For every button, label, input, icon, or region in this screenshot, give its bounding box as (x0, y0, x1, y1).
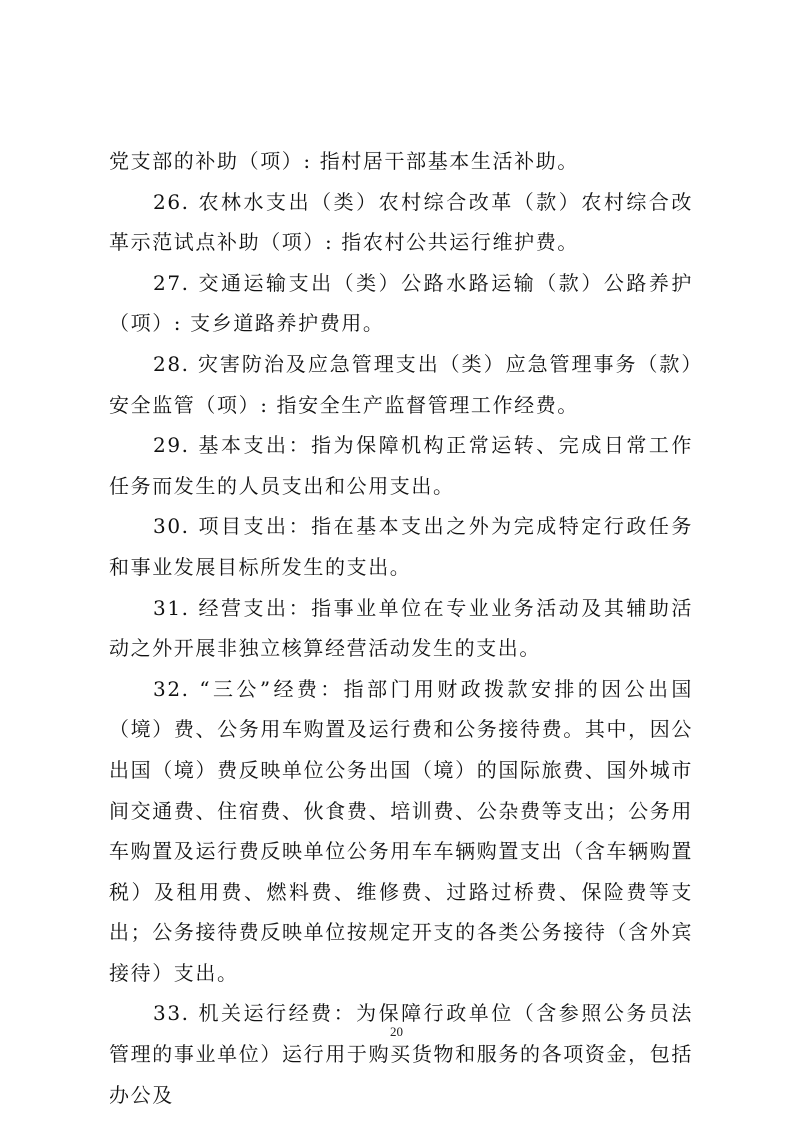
paragraph-item-32: 32. “三公”经费：指部门用财政拨款安排的因公出国（境）费、公务用车购置及运行费和公务接待费。其中，因公出国（境）费反映单位公务出国（境）的国际旅费、国外城市间交通费、住宿费、伙食费、培训费、公杂费等支出；公务用车购置及运行费反映单位公务用车车辆购置支出（含车辆购置税）及租用费、燃料费、维修费、过路过桥费、保险费等支出；公务接待费反映单位按规定开支的各类公务接待（含外宾接待）支出。 (109, 676, 693, 985)
paragraph-continuation: 党支部的补助（项）: 指村居干部基本生活补助。 (109, 149, 579, 173)
paragraph-item-30: 30. 项目支出：指在基本支出之外为完成特定行政任务和事业发展目标所发生的支出。 (109, 514, 693, 579)
paragraph-item-26: 26. 农林水支出（类）农村综合改革（款）农村综合改革示范试点补助（项）: 指农村公共运行维护费。 (109, 189, 693, 255)
paragraph-item-28: 28. 灾害防治及应急管理支出（类）应急管理事务（款）安全监管（项）: 指安全生产监督管理工作经费。 (109, 351, 693, 417)
paragraph-item-31: 31. 经营支出：指事业单位在专业业务活动及其辅助活动之外开展非独立核算经营活动发生的支出。 (109, 595, 693, 661)
body-text (109, 141, 693, 1115)
paragraph-item-29: 29. 基本支出：指为保障机构正常运转、完成日常工作任务而发生的人员支出和公用支出。 (109, 433, 693, 498)
page-number: 20 (390, 1024, 403, 1039)
paragraph-item-27: 27. 交通运输支出（类）公路水路运输（款）公路养护（项）: 支乡道路养护费用。 (109, 270, 693, 336)
paragraph-item-33: 33. 机关运行经费：为保障行政单位（含参照公务员法管理的事业单位）运行用于购买货物和服务的各项资金，包括办公及 (109, 1001, 693, 1107)
